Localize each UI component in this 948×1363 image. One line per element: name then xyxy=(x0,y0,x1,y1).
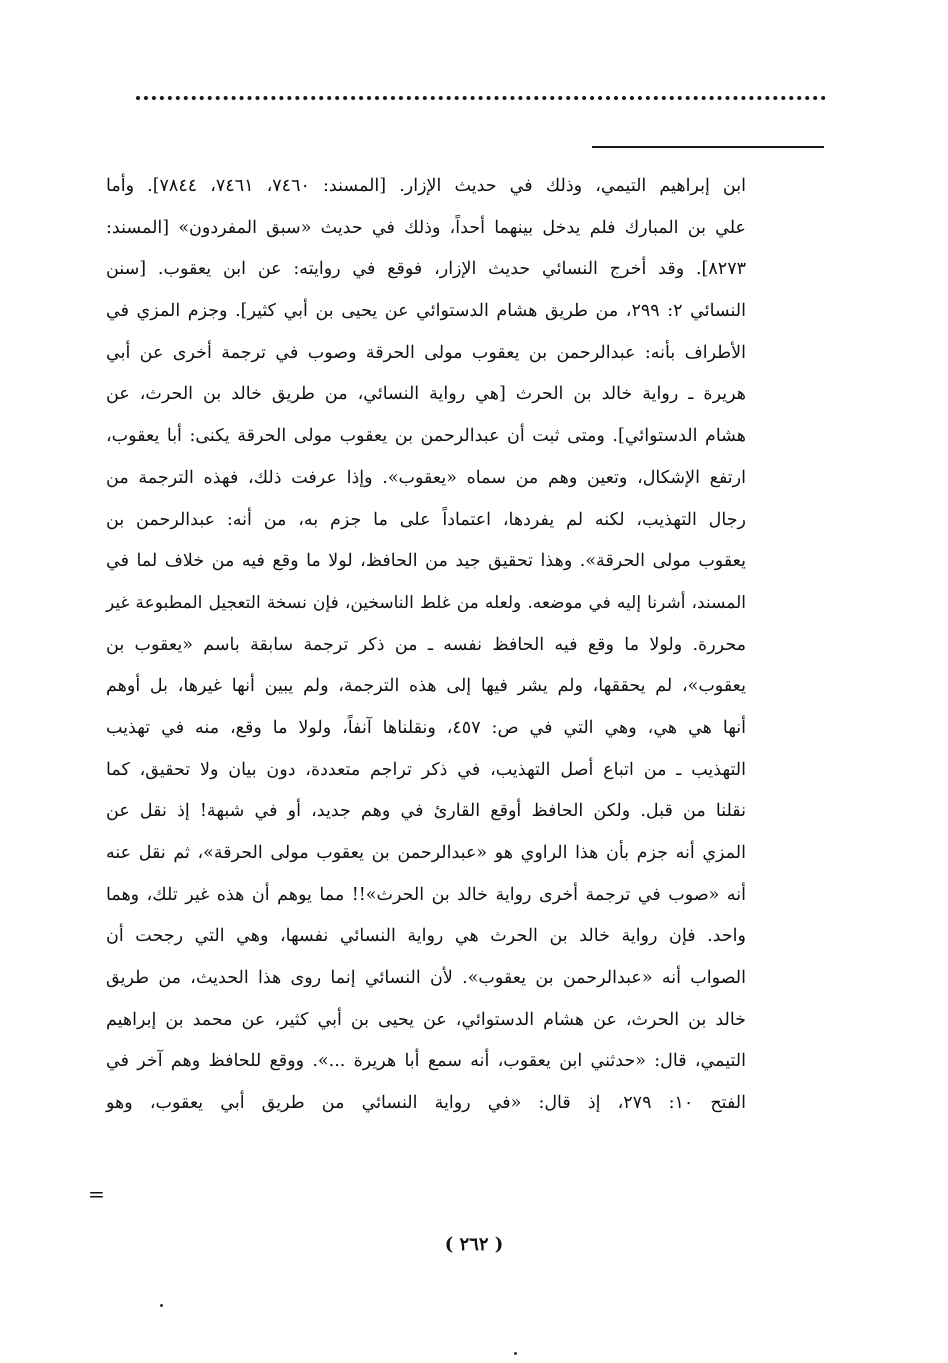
text-line: التهذيب ـ من اتباع أصل التهذيب، في ذكر تراجم متعددة، دون بيان ولا تحقيق، كما xyxy=(106,759,746,780)
text-line: المسند، أشرنا إليه في موضعه. ولعله من غلط الناسخين، فإن نسخة التعجيل المطبوعة غير xyxy=(106,592,746,613)
text-line: أنها هي هي، وهي التي في ص: ٤٥٧، ونقلناها آنفاً، ولولا ما وقع، منه في تهذيب xyxy=(106,717,746,738)
text-line: النسائي ٢: ٢٩٩، من طريق هشام الدستوائي عن يحيى بن أبي كثير]. وجزم المزي في xyxy=(106,301,746,322)
text-line: الأطراف بأنه: عبدالرحمن بن يعقوب مولى الحرقة وصوب في ترجمة أخرى عن أبي xyxy=(106,342,746,363)
text-line: الصواب أنه «عبدالرحمن بن يعقوب». لأن النسائي إنما روى هذا الحديث، من طريق xyxy=(106,968,746,989)
scan-speck xyxy=(514,1352,517,1355)
text-line: علي بن المبارك فلم يدخل بينهما أحداً، وذلك في حديث «سبق المفردون» [المسند: xyxy=(106,217,746,238)
page-number: ( ٢٦٢ ) xyxy=(444,1234,504,1255)
text-line: ٨٢٧٣]. وقد أخرج النسائي حديث الإزار، فوقع في روايته: عن ابن يعقوب. [سنن xyxy=(106,259,746,280)
text-line: أنه «صوب في ترجمة أخرى رواية خالد بن الحرث»!! مما يوهم أن هذه غير تلك، وهما xyxy=(106,884,746,905)
continuation-mark: = xyxy=(88,1182,105,1206)
text-line: التيمي، قال: «حدثني ابن يعقوب، أنه سمع أبا هريرة ...». ووقع للحافظ وهم آخر في xyxy=(106,1051,746,1072)
text-line: ابن إبراهيم التيمي، وذلك في حديث الإزار. [المسند: ٧٤٦٠، ٧٤٦١، ٧٨٤٤]. وأما xyxy=(106,176,746,196)
text-line: محررة. ولولا ما وقع فيه الحافظ نفسه ـ من ذكر ترجمة سابقة باسم «يعقوب بن xyxy=(106,634,746,655)
text-line: خالد بن الحرث، عن هشام الدستوائي، عن يحيى بن أبي كثير، عن محمد بن إبراهيم xyxy=(106,1009,746,1030)
text-line: هشام الدستوائي]. ومتى ثبت أن عبدالرحمن بن يعقوب مولى الحرقة يكنى: أبا يعقوب، xyxy=(106,426,746,447)
text-line: يعقوب»، لم يحققها، ولم يشر فيها إلى هذه الترجمة، ولم يبين أنها غيرها، بل أوهم xyxy=(106,676,746,697)
text-line: هريرة ـ رواية خالد بن الحرث [هي رواية النسائي، من طريق خالد بن الحرث، عن xyxy=(106,384,746,405)
header-dotted-rule xyxy=(136,96,826,100)
footnote-text-block xyxy=(106,166,746,1125)
text-line: المزي أنه جزم بأن هذا الراوي هو «عبدالرحمن بن يعقوب مولى الحرقة»، ثم نقل عنه xyxy=(106,843,746,863)
text-line: يعقوب مولى الحرقة». وهذا تحقيق جيد من الحافظ، لولا ما وقع فيه من خلاف لما في xyxy=(106,551,746,572)
text-line: ارتفع الإشكال، وتعين وهم من سماه «يعقوب». وإذا عرفت ذلك، فهذه الترجمة من xyxy=(106,467,746,488)
text-line: نقلنا من قبل. ولكن الحافظ أوقع القارئ في وهم جديد، أو في شبهة! إذ نقل عن xyxy=(106,801,746,822)
scan-speck xyxy=(160,1304,163,1307)
footnote-separator-rule xyxy=(592,146,824,148)
text-line: الفتح ١٠: ٢٧٩، إذ قال: «في رواية النسائي من طريق أبي يعقوب، وهو xyxy=(106,1093,747,1114)
text-line: رجال التهذيب، لكنه لم يفردها، اعتماداً على ما جزم به، من أنه: عبدالرحمن بن xyxy=(106,509,746,530)
text-line: واحد. فإن رواية خالد بن الحرث هي رواية النسائي نفسها، وهي التي رجحت أن xyxy=(106,926,746,947)
